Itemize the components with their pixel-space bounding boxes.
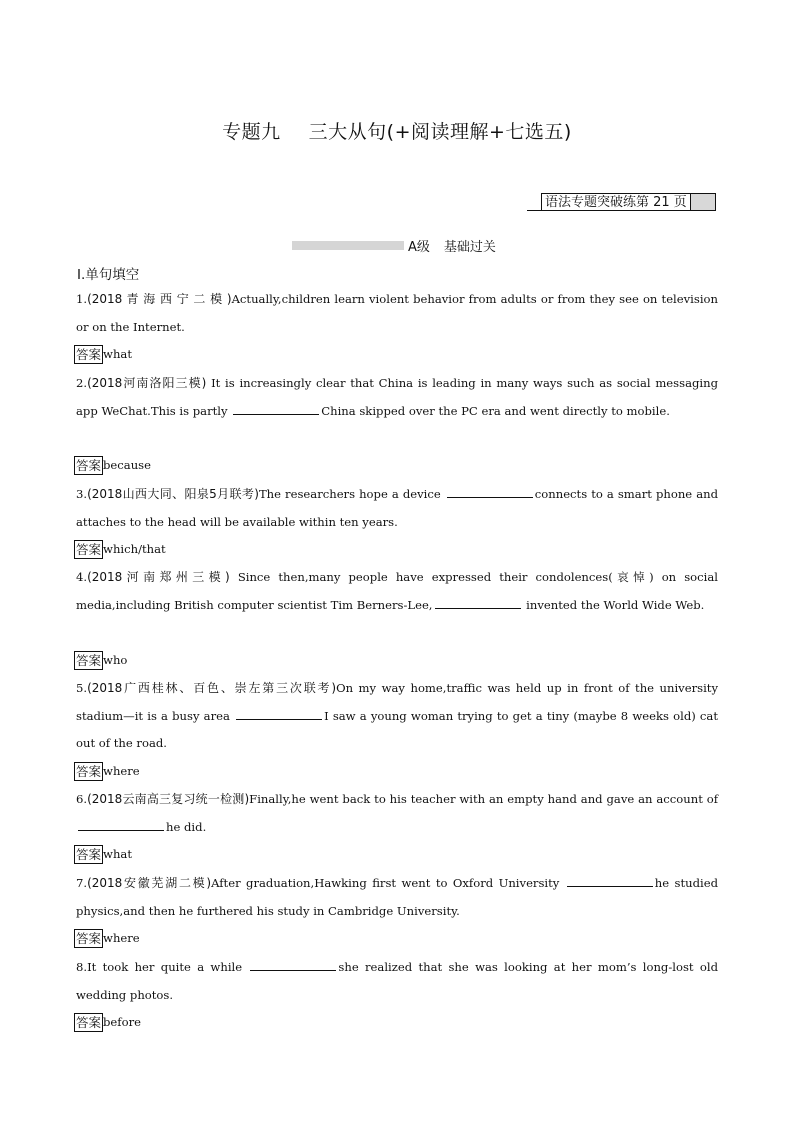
page-reference	[527, 193, 716, 211]
question-3: 3.(2018山西大同、阳泉5月联考)The researchers hope a device connects to a smart phone and attaches to the head will be available within ten years.	[76, 487, 718, 529]
page-reference-label: 语法专题突破练第 21 页	[541, 193, 691, 211]
answer-blank	[435, 607, 521, 609]
answer-label: 答案	[76, 541, 102, 557]
answer-label: 答案	[76, 930, 102, 946]
answer-blank	[233, 413, 319, 415]
answer-value: because	[103, 458, 151, 472]
answer-value: what	[103, 347, 132, 361]
answer-label: 答案	[76, 457, 102, 473]
answer-label: 答案	[76, 1014, 102, 1030]
answer-4	[74, 650, 127, 670]
answer-blank	[78, 829, 164, 831]
answer-value: where	[103, 764, 140, 778]
answer-1	[74, 344, 132, 364]
answer-3	[74, 539, 166, 559]
title-subject: 三大从句(+阅读理解+七选五)	[308, 121, 572, 143]
level-label: A级	[408, 239, 430, 255]
page-title	[0, 117, 794, 144]
question-8: 8.It took her quite a while she realized that she was looking at her mom’s long-lost old wedding photos.	[76, 960, 718, 1002]
answer-blank	[567, 885, 653, 887]
answer-5	[74, 761, 140, 781]
answer-label: 答案	[76, 763, 102, 779]
question-5: 5.(2018广西桂林、百色、崇左第三次联考)On my way home,traffic was held up in front of the university stadium—it is a busy area I saw a young woman trying to get a tiny (maybe 8 weeks old) cat out of the road.	[76, 681, 718, 750]
question-7: 7.(2018安徽芜湖二模)After graduation,Hawking first went to Oxford University he studied physics,and then he furthered his study in Cambridge University.	[76, 876, 718, 918]
answer-label: 答案	[76, 346, 102, 362]
answer-label: 答案	[76, 652, 102, 668]
answer-blank	[236, 718, 322, 720]
answer-label: 答案	[76, 846, 102, 862]
answer-blank	[250, 969, 336, 971]
level-heading	[292, 236, 496, 254]
answer-6	[74, 844, 132, 864]
question-4: 4.(2018河南郑州三模) Since then,many people have expressed their condolences(哀悼) on social media,including British computer scientist Tim Berners-Lee, invented the World Wide Web.	[76, 570, 718, 612]
answer-value: who	[103, 653, 128, 667]
answer-value: before	[103, 1015, 141, 1029]
answer-7	[74, 928, 140, 948]
title-topic: 专题九	[222, 121, 281, 143]
question-2: 2.(2018河南洛阳三模) It is increasingly clear that China is leading in many ways such as social messaging app WeChat.This is partly China skipped over the PC era and went directly to mobile.	[76, 376, 718, 418]
answer-value: what	[103, 847, 132, 861]
section-title: Ⅰ.单句填空	[77, 267, 140, 283]
answer-value: which/that	[103, 542, 166, 556]
question-6: 6.(2018云南高三复习统一检测)Finally,he went back to his teacher with an empty hand and gave an account of he did.	[76, 792, 719, 834]
answer-8	[74, 1012, 141, 1032]
answer-2	[74, 455, 151, 475]
level-sub: 基础过关	[443, 239, 496, 255]
answer-value: where	[103, 931, 140, 945]
level-bar	[292, 241, 404, 250]
question-1: 1.(2018 青 海 西 宁 二 模 )Actually,children learn violent behavior from adults or from they see on television or on the Internet.	[76, 292, 718, 334]
answer-blank	[447, 496, 533, 498]
